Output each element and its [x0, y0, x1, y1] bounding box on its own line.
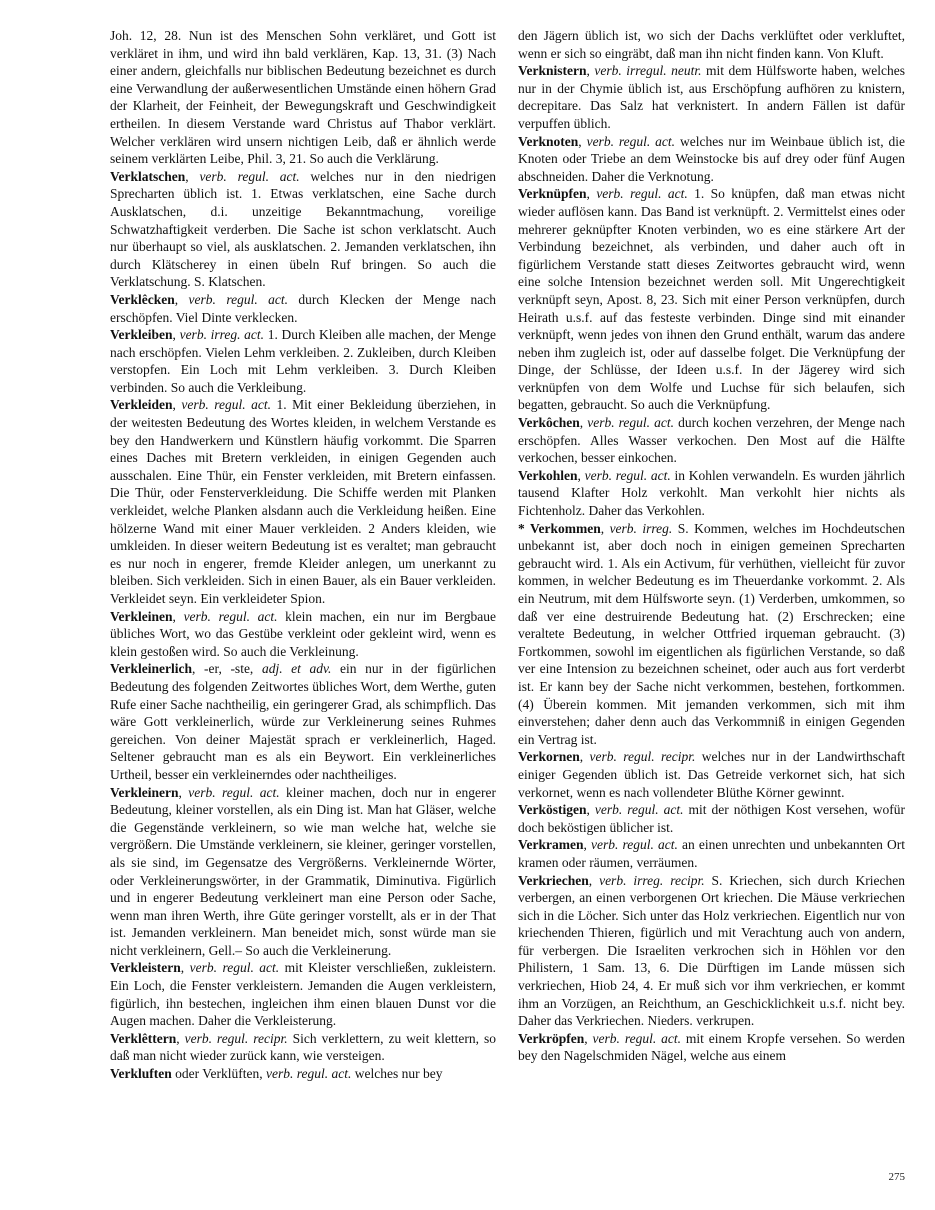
- left-column: [110, 27, 496, 1083]
- dictionary-entry: [110, 27, 496, 168]
- entry-headword: Verkleinerlich: [110, 661, 192, 677]
- entry-separator: ,: [178, 784, 189, 800]
- entry-grammar: verb. irreg. act.: [179, 327, 265, 343]
- dictionary-entry: [110, 291, 496, 326]
- entry-grammar: verb. regul. act.: [199, 168, 300, 184]
- entry-grammar: verb. regul. act.: [587, 415, 674, 431]
- entry-grammar: verb. regul. act.: [266, 1066, 352, 1082]
- entry-separator: ,: [180, 960, 190, 976]
- entry-grammar: verb. regul. act.: [584, 467, 671, 483]
- entry-grammar: verb. irreg. recipr.: [599, 872, 705, 888]
- dictionary-entry: [518, 27, 905, 62]
- entry-grammar: verb. regul. act.: [188, 784, 280, 800]
- page-number: 275: [888, 1171, 905, 1183]
- entry-grammar: verb. regul. act.: [591, 837, 678, 853]
- entry-headword: Verkramen: [518, 837, 584, 853]
- entry-headword: Verkröpfen: [518, 1030, 585, 1046]
- entry-separator: ,: [588, 872, 600, 888]
- entry-text: welches nur im Weinbaue üblich ist, die Knoten oder Triebe an dem Weinstocke bis auf drey oder fünf Augen abschneiden. Daher die Verknotung.: [518, 133, 905, 184]
- entry-grammar: verb. regul. act.: [586, 133, 676, 149]
- dictionary-entry: [110, 959, 496, 1029]
- dictionary-entry: [110, 784, 496, 960]
- entry-grammar: adj. et adv.: [261, 661, 332, 677]
- entry-text: an einen unrechten und unbekannten Ort kramen oder räumen, verräumen.: [518, 837, 905, 870]
- entry-headword: Verklêttern: [110, 1030, 177, 1046]
- entry-headword: Verknüpfen: [518, 186, 587, 202]
- dictionary-entry: [518, 836, 905, 871]
- entry-text: Sich verklettern, zu weit klettern, so daß man nicht wieder zurück kann, wie versteigen.: [110, 1030, 496, 1064]
- dictionary-entry: [110, 1030, 496, 1065]
- entry-text: welches nur in der Landwirthschaft einiger Gegenden üblich ist. Das Getreide verkornet sich, hat sich verkornet, wenn es nach vollendeter Blüthe Körner gewinnt.: [518, 749, 906, 800]
- entry-headword: Verklêcken: [110, 291, 175, 307]
- entry-grammar: verb. regul. act.: [181, 397, 272, 413]
- dictionary-entry: [518, 133, 905, 186]
- entry-grammar: verb. regul. recipr.: [184, 1030, 288, 1046]
- entry-separator: , -er, -ste,: [192, 661, 262, 677]
- entry-text: 1. So knüpfen, daß man etwas nicht wieder auflösen kann. Das Band ist verknüpft. 2. Vermittelst eines oder mehrerer geknüpfter Knoten verbinden, wo es eine stärkere Art der Verbindung bezeichnet, als verbinden, und daher auch oft in figürlichem Verstande statt dieses Zeitwortes gebraucht wird, wenn eine solche Intension bezeichnet werden soll. Mit Ungerechtigkeit verknüpft seyn, Apost. 8, 23. Sich mit einer Person verknüpfen, durch Heirath u.s.f. auf das festeste verbinden. Dinge sind mit einander verknüpft, wenn jedes von ihnen den Grund enthält, warum das andere neben ihm zugleich ist, oder auf dasselbe folget. Die Verknüpfung der Dinge, der Schlüsse, der Ideen u.s.f. In der Jägerey wird sich verknüpfen von dem Wolfe und Luchse für sich belaufen, sich begatten, gebraucht. So auch die Verknüpfung.: [518, 186, 905, 413]
- entry-separator: ,: [174, 291, 189, 307]
- entry-grammar: verb. regul. act.: [183, 608, 278, 624]
- dictionary-entry: [110, 608, 496, 661]
- entry-grammar: verb. regul. recipr.: [589, 749, 696, 765]
- entry-text: 1. Mit einer Bekleidung überziehen, in der weitesten Bedeutung des Wortes kleiden, in welchem Verstande es bey den Handwerkern und Künstlern häufig vorkommt. Die Sparren eines Daches mit Bretern verkleiden, in einigen Gegenden auch ausschalen. Eine Thür, ein Fenster verkleiden, mit Bretern einfassen. Die Thür, oder Fensterverkleidung. Die Schiffe werden mit Planken verkleidet, welche Planken alsdann auch die Verkleidung heißen. Eine hölzerne Wand mit einer Mauer verkleiden. 2 Anders kleiden, wie umkleiden. In dieser weitern Bedeutung ist es veraltet; man gebraucht es nur noch in engerer, fremde Kleider anlegen, um unerkannt zu bleiben. Sich verkleiden. Sich in einen Bauer, als ein Bauer verkleiden. Verkleidet seyn. Ein verkleideter Spion.: [110, 397, 497, 606]
- dictionary-entry: [518, 801, 905, 836]
- entry-separator: ,: [172, 397, 182, 413]
- entry-separator: ,: [577, 467, 585, 483]
- entry-headword: Verknistern: [518, 63, 587, 79]
- entry-separator: ,: [583, 837, 591, 853]
- entry-grammar: verb. regul. act.: [189, 960, 280, 976]
- entry-headword: Verkluften: [110, 1066, 172, 1082]
- dictionary-entry: [110, 326, 496, 396]
- entry-headword: Verkleistern: [110, 960, 181, 976]
- entry-separator: ,: [172, 327, 180, 343]
- entry-separator: oder Verklüften,: [171, 1066, 266, 1082]
- entry-text: welches nur bey: [351, 1066, 443, 1082]
- entry-text: den Jägern üblich ist, wo sich der Dachs verklüftet oder verkluftet, wenn er sich so eingräbt, daß man ihn nicht finden kann. Von Kluft.: [518, 28, 905, 61]
- dictionary-entry: [518, 467, 905, 520]
- entry-grammar: verb. irregul. neutr.: [594, 63, 702, 79]
- entry-grammar: verb. irreg.: [609, 520, 673, 536]
- entry-grammar: verb. regul. act.: [594, 802, 684, 818]
- dictionary-entry: [110, 660, 496, 783]
- entry-text: kleiner machen, doch nur in engerer Bedeutung, kleiner vorstellen, als ein Ding ist. Man hat Gläser, welche die Gegenstände verkleinern, so wie man welche hat, welche sie vergrößern. Die Umstände verkleinern, sie kleiner, geringer vorstellen, als sie sind, im Gegensatze des Vergrößerns. Verkleinernde Wörter, oder Verkleinerungswörter, in der Grammatik, Diminutiva. Figürlich und in engerer Bedeutung verkleinert man eine Person oder Sache, wenn man ihren Werth, ihre Güte geringer vorstellt, als er in der That ist. Jemanden verkleinern. Man beneidet mich, sonst würde man sie nicht verkleinern, Gell.– So auch die Verkleinerung.: [110, 784, 496, 958]
- entry-headword: Verkriechen: [518, 872, 589, 888]
- entry-separator: ,: [185, 168, 200, 184]
- entry-text: mit der nöthigen Kost versehen, wofür doch beköstigen üblicher ist.: [518, 802, 906, 835]
- entry-text: ein nur in der figürlichen Bedeutung des folgenden Zeitwortes übliches Wort, dem Werthe, guten Rufe einer Sache nachtheilig, ein geringerer Grad, als schimpflich. Das wäre Gott verkleinerlich, würde zur Verkleinerung seines Ruhmes gereichen. Von deiner Majestät sprach er verkleinerlich, Haged. Seltener gebraucht man es als ein Beywort. Ein verkleinerliches Urtheil, besser ein verkleinerndes oder nachtheiliges.: [110, 661, 496, 782]
- dictionary-entry: [518, 520, 905, 749]
- entry-text: durch kochen verzehren, der Menge nach erschöpfen. Alles Wasser verkochen. Den Most auf die Hälfte verkochen, besser einkochen.: [518, 415, 906, 466]
- entry-headword: Verkôchen: [518, 415, 580, 431]
- entry-headword: Verkleinen: [110, 608, 173, 624]
- entry-separator: ,: [586, 802, 595, 818]
- entry-grammar: verb. regul. act.: [596, 186, 688, 202]
- dictionary-entry: [110, 1065, 496, 1083]
- entry-headword: Verklatschen: [110, 168, 186, 184]
- entry-headword: Verknoten: [518, 133, 579, 149]
- entry-text: mit einem Kropfe versehen. So werden bey den Nagelschmiden Nägel, welche aus einem: [518, 1030, 906, 1064]
- entry-headword: Verkornen: [518, 749, 580, 765]
- entry-separator: ,: [586, 63, 595, 79]
- dictionary-entry: [110, 396, 496, 607]
- entry-text: klein machen, ein nur im Bergbaue übliches Wort, wo das Gestübe verkleint oder gekleint wird, wenn es klein gestoßen wird. So auch die Verkleinung.: [110, 608, 496, 659]
- dictionary-entry: [110, 168, 496, 291]
- entry-headword: Verkleiben: [110, 327, 173, 343]
- entry-text: S. Kriechen, sich durch Kriechen verbergen, an einen verborgenen Ort kriechen. Die Mäuse verkriechen sich in die Löcher. Sich unter das Holz verkriechen. Eigentlich nur von kriechenden Thieren, figürlich und mit Verachtung auch von andern, für verbergen. Die Israeliten verkrochen sich in Höhlen vor den Philistern, 1 Sam. 13, 6. Die Dürftigen im Lande müssen sich verkriechen, Hiob 24, 4. Er muß sich vor ihm verkriechen, er kommt ihm an Vorzügen, an Reichthum, an Geschicklichkeit u.s.f. nicht bey. Daher das Verkriechen. Nieders. verkrupen.: [518, 872, 906, 1029]
- entry-separator: ,: [172, 608, 184, 624]
- entry-separator: ,: [579, 415, 588, 431]
- entry-separator: ,: [579, 749, 590, 765]
- entry-text: mit dem Hülfsworte haben, welches nur in der Chymie üblich ist, aus Erschöpfung aufhören zu knistern, decrepitare. Das Salz hat verknistert. In andern Fällen ist dafür verpuffen üblich.: [518, 63, 905, 131]
- entry-grammar: verb. regul. act.: [188, 291, 288, 307]
- entry-separator: ,: [578, 133, 587, 149]
- entry-separator: ,: [584, 1030, 593, 1046]
- entry-text: mit Kleister verschließen, zukleistern. Ein Loch, die Fenster verkleistern. Jemanden die Augen verkleistern, figürlich, ihn bestechen, ingleichen ihm einen blauen Dunst vor die Augen machen. Daher die Verkleisterung.: [110, 960, 497, 1029]
- entry-headword: Verkleinern: [110, 784, 179, 800]
- entry-text: Joh. 12, 28. Nun ist des Menschen Sohn verkläret, und Gott ist verkläret in ihm, und wird ihn bald verklären, Kap. 13, 31. (3) Nach einer andern, gleichfalls nur biblischen Bedeutung bezeichnet es durch eine Verwandlung der außerwesentlichen Umstände einen höhern Grad der Klarheit, der Feinheit, der Bewegungskraft und Geschwindigkeit ertheilen. In diesem Verstande ward Christus auf Thabor verklärt. Welcher verklären wird unsern nichtigen Leib, daß er ähnlich werde seinem verklärten Leibe, Phil. 3, 21. So auch die Verklärung.: [110, 28, 496, 167]
- entry-separator: ,: [600, 520, 610, 536]
- entry-text: durch Klecken der Menge nach erschöpfen. Viel Dinte verklecken.: [110, 291, 496, 325]
- dictionary-entry: [518, 185, 905, 414]
- entry-headword: Verkohlen: [518, 467, 578, 483]
- entry-grammar: verb. regul. act.: [592, 1030, 681, 1046]
- right-column: [518, 27, 905, 1065]
- entry-text: 1. Durch Kleiben alle machen, der Menge nach erschöpfen. Vielen Lehm verkleiben. 2. Zukleiben, durch Kleiben verstopfen. Ein Loch mit Lehm verkleiben. 3. Durch Kleiben verbinden. So auch die Verkleibung.: [110, 327, 497, 395]
- dictionary-entry: [518, 414, 905, 467]
- entry-separator: ,: [176, 1030, 185, 1046]
- entry-text: welches nur in den niedrigen Sprecharten üblich ist. 1. Etwas verklatschen, eine Sache durch Ausklatschen, d.i. unzeitige Bekanntmachung, voreilige Schwatzhaftigkeit verderben. Die Sache ist schon verklatscht. Auch nur überhaupt so viel, als ausklatschen. 2. Jemanden verklatschen, ihn durch Klätscherey in einen übeln Ruf bringen. So auch die Verklatschung. S. Klatschen.: [110, 168, 497, 290]
- dictionary-entry: [518, 62, 905, 132]
- dictionary-entry: [518, 1030, 905, 1065]
- entry-separator: ,: [586, 186, 597, 202]
- entry-text: S. Kommen, welches im Hochdeutschen unbekannt ist, aber doch noch in einigen gemeinen Sprecharten gebraucht wird. 1. Als ein Activum, für verhüthen, vielleicht für zuvor kommen, in welcher Bedeutung es im Theuerdanke vorkommt. 2. Als ein Neutrum, mit dem Hülfsworte seyn. (1) Verderben, umkommen, so daß ver eine destruirende Bedeutung hat. (2) Erschrecken; eine veraltete Bedeutung, in welcher Ottfried irqueman gebraucht. (3) Fortkommen, sowohl im eigentlichen als figürlichen Verstande, so daß ver eine Intension zu bezeichnen scheinet, oder auch aus fort verderbt ist. Er kann bey der Sache nicht verkommen, bestehen, fortkommen. (4) Überein kommen. Mit jemanden verkommen, sich mit ihm einverstehen; daher denn auch das Verkommniß in einigen Gegenden ein Vertrag ist.: [518, 520, 906, 747]
- dictionary-entry: [518, 748, 905, 801]
- entry-headword: Verkleiden: [110, 397, 173, 413]
- entry-headword: * Verkommen: [518, 520, 601, 536]
- entry-headword: Verköstigen: [518, 802, 587, 818]
- dictionary-entry: [518, 872, 905, 1030]
- entry-text: in Kohlen verwandeln. Es wurden jährlich tausend Klafter Holz verkohlt. Man verkohlt hier nichts als Fichtenholz. Daher das Verkohlen.: [518, 467, 906, 519]
